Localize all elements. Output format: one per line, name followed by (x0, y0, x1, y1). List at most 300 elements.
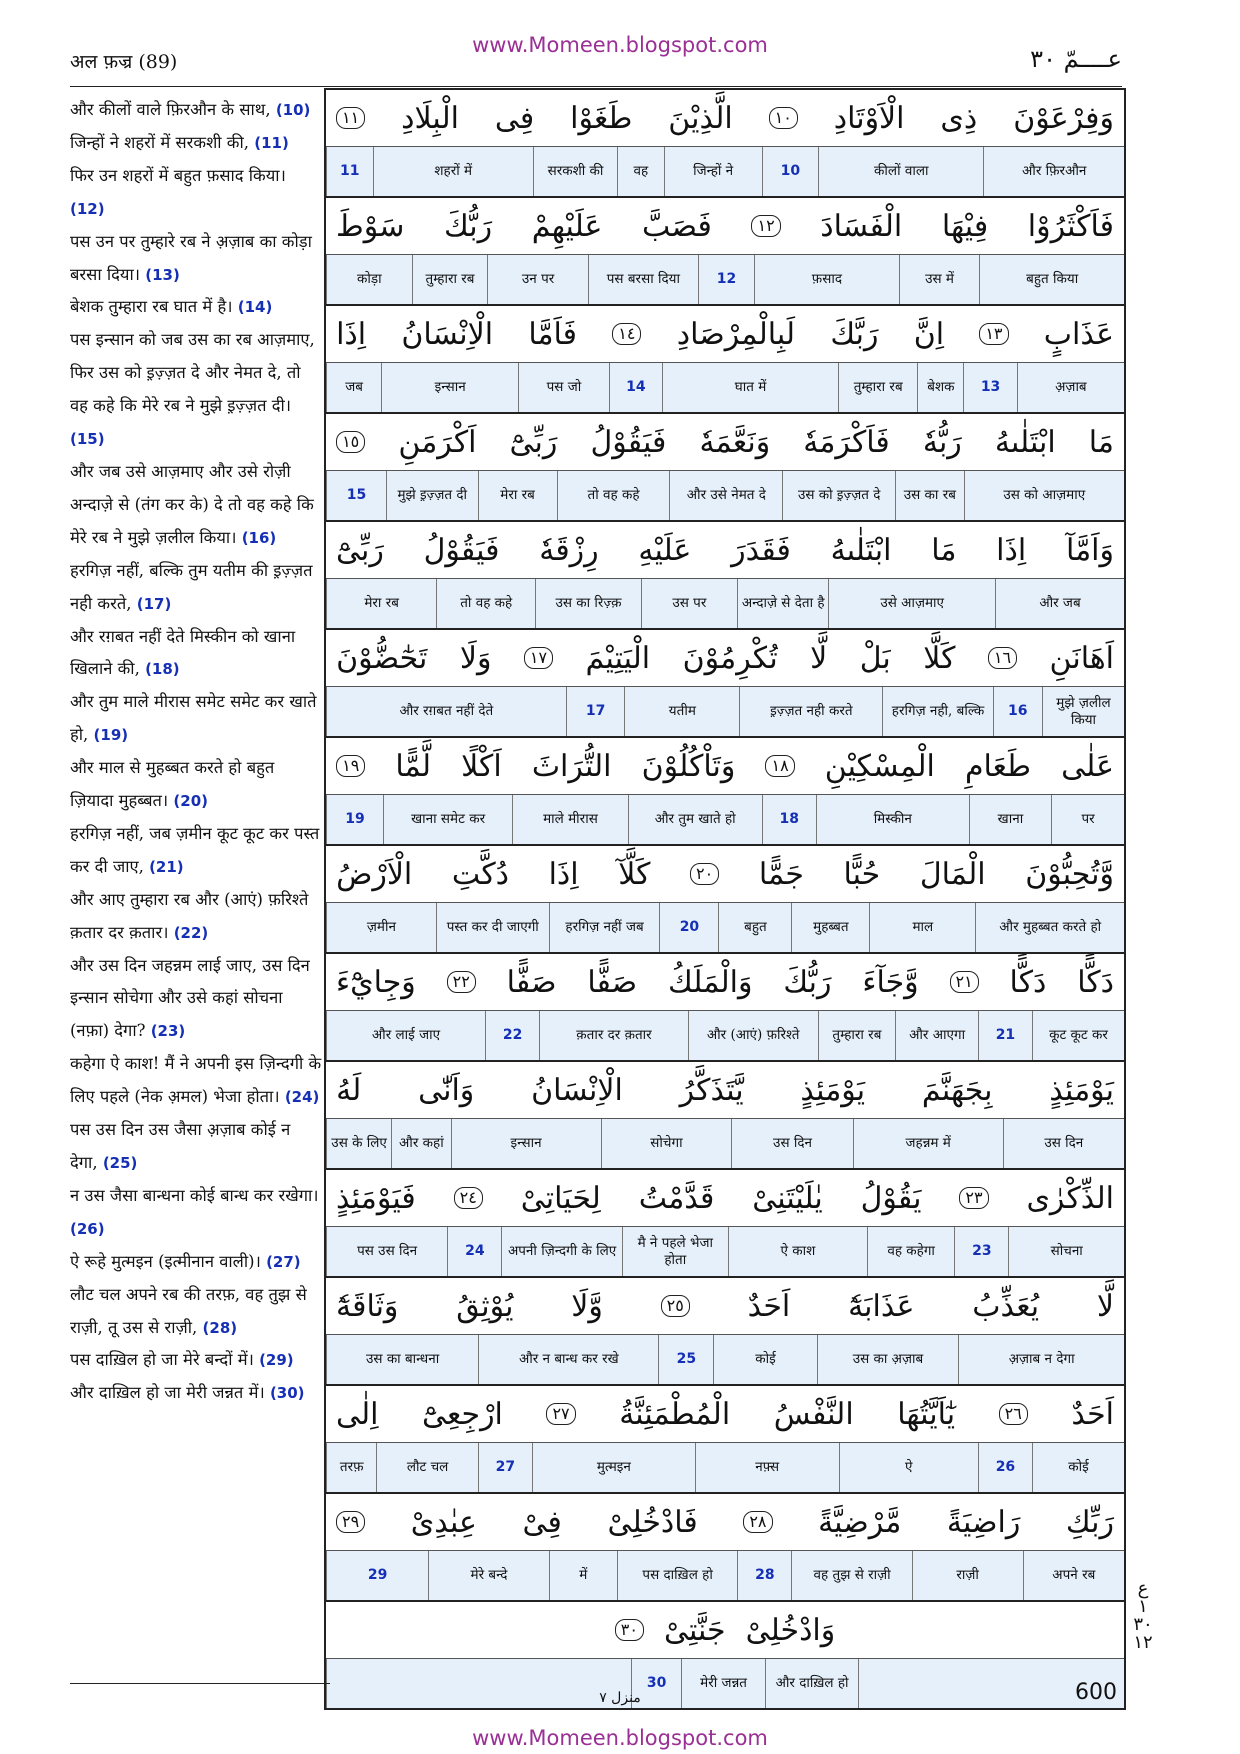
word-meaning-cell: जिन्हों ने (664, 147, 762, 196)
arabic-word: لَّا (810, 640, 828, 676)
word-meaning-cell: उस को इ़ज़्ज़त दे (782, 471, 895, 520)
ayah-marker: ١٨ (765, 755, 794, 777)
word-verse-number: 26 (978, 1443, 1032, 1492)
word-verse-number: 13 (963, 363, 1016, 412)
word-meaning-cell: नफ़्स (695, 1443, 839, 1492)
arabic-word: لَّا (1096, 1288, 1114, 1324)
translation-text: जिन्हों ने शहरों में सरकशी की, (70, 132, 255, 152)
ayah-marker: ٢٦ (999, 1403, 1028, 1425)
word-meaning-cell: सोचेगा (601, 1119, 732, 1168)
verse-number: (17) (136, 594, 172, 613)
arabic-word: كَلَّا (923, 640, 956, 676)
arabic-word: اَكْرَمَنِ (398, 424, 477, 460)
verse-number: (27) (266, 1252, 301, 1271)
arabic-word: الذِّكْرٰى (1026, 1180, 1114, 1216)
arabic-word: اِلٰى (336, 1396, 379, 1432)
translation-text: पस उन पर तुम्हारे रब ने अ़ज़ाब का कोड़ा बरसा दिया। (70, 231, 312, 284)
word-meaning-row (326, 687, 1124, 738)
translation-text: और रग़बत नहीं देते मिस्कीन को खाना खिलाने की, (70, 626, 296, 679)
word-meaning-row (326, 1119, 1124, 1170)
arabic-word: وَاَنّٰى (418, 1072, 475, 1108)
arabic-word: فِيْهَا (941, 208, 989, 244)
arabic-word: الْاِنْسَانُ (401, 316, 494, 352)
ayah-marker: ١٩ (336, 755, 365, 777)
arabic-word: التُّرَاثَ (531, 748, 612, 784)
word-meaning-cell: हरगिज़ नही, बल्कि (882, 687, 992, 736)
arabic-word: النَّفْسُ (773, 1396, 854, 1432)
juz-title: عــــمّ ٣٠ (1030, 45, 1122, 73)
arabic-word: وَلَا (459, 640, 492, 676)
verse-number: (25) (102, 1154, 138, 1172)
arabic-word: عِبٰدِىْ (410, 1504, 477, 1540)
arabic-word: جَمًّا (758, 856, 804, 892)
translation-text: न उस जैसा बान्धना कोई बान्ध कर रखेगा। (70, 1185, 319, 1205)
arabic-word: بِجَهَنَّمَ (921, 1072, 993, 1108)
arabic-word: وَجِايْٓءَ (336, 964, 416, 1000)
translation-text: हरगिज़ नहीं, बल्कि तुम यतीम की इ़ज़्ज़त नही करते, (70, 560, 313, 613)
arabic-word: وَّجَآءَ (862, 964, 919, 1000)
arabic-word: الْمُطْمَئِنَّةُ (619, 1396, 731, 1432)
ayah-marker: ٢٢ (447, 971, 476, 993)
arabic-word: قَدَّمْتُ (638, 1180, 715, 1216)
arabic-word: رَبِّىْٓ (336, 532, 384, 568)
word-meaning-row (326, 795, 1124, 846)
word-meaning-cell: खाना (969, 795, 1051, 844)
arabic-word: اِذَا (996, 532, 1027, 568)
word-meaning-cell: उस दिन (1003, 1119, 1124, 1168)
arabic-word: فَيَقُوْلُ (423, 532, 500, 568)
word-meaning-cell: बहुत (718, 903, 791, 952)
word-verse-number: 12 (698, 255, 754, 304)
word-meaning-cell: मेरी जन्नत (681, 1659, 765, 1708)
page-number: 600 (1075, 1680, 1117, 1705)
arabic-word: يٰٓاَيَّتُهَا (897, 1396, 956, 1432)
arabic-word: بَلْ (859, 640, 891, 676)
word-meaning-cell: यतीम (624, 687, 739, 736)
word-verse-number: 22 (485, 1011, 539, 1060)
word-meaning-row (326, 147, 1124, 198)
word-verse-number: 18 (762, 795, 816, 844)
arabic-word: لِحَيَاتِىْ (520, 1180, 601, 1216)
word-meaning-cell: ऐ काश (728, 1227, 867, 1276)
ayah-marker: ٣٠ (615, 1619, 644, 1641)
word-meaning-cell: अन्दाज़े से देता है (737, 579, 828, 628)
arabic-word: فَقَدَرَ (731, 532, 791, 568)
word-verse-number: 17 (566, 687, 625, 736)
word-meaning-cell: और (आएं) फ़रिश्ते (688, 1011, 818, 1060)
arabic-word: ابْتَلٰىهُ (994, 424, 1056, 460)
word-meaning-cell: कोड़ा (326, 255, 412, 304)
word-verse-number: 23 (954, 1227, 1008, 1276)
translation-text: पस इन्सान को जब उस का रब आज़माए, फिर उस को इ़ज़्ज़त दे और नेमत दे, तो वह कहे कि मेरे रब ने मुझे इ़ज़्ज़त दी। (70, 330, 315, 416)
ayah-marker: ٢٧ (546, 1403, 575, 1425)
verse-number: (30) (269, 1384, 305, 1403)
arabic-word: دَكًّا (1009, 964, 1047, 1000)
ayah-marker: ٢٨ (743, 1511, 772, 1533)
arabic-verse-row (326, 90, 1124, 147)
word-verse-number: 29 (326, 1551, 428, 1600)
translation-text: पस उस दिन उस जैसा अ़ज़ाब कोई न देगा, (70, 1120, 291, 1172)
hindi-translation-column (70, 94, 322, 1410)
translation-text: और कीलों वाले फ़िरऔन के साथ, (70, 100, 276, 119)
arabic-word: مَّرْضِيَّةً (818, 1504, 902, 1540)
word-meaning-row (326, 1011, 1124, 1062)
site-url-top[interactable]: www.Momeen.blogspot.com (472, 33, 768, 57)
word-meaning-row (326, 1335, 1124, 1386)
arabic-word: تُكْرِمُوْنَ (682, 640, 778, 676)
verse-number: (23) (150, 1022, 186, 1041)
arabic-word: رَبِّىْٓ (509, 424, 558, 460)
arabic-word: وَالْمَلَكُ (667, 964, 753, 1000)
translation-text: ऐ रूहे मुत्मइन (इत्मीनान वाली)। (70, 1251, 267, 1271)
word-meaning-cell: माल (869, 903, 975, 952)
arabic-word: لَّمًّا (395, 748, 432, 784)
word-verse-number: 30 (631, 1659, 681, 1708)
word-meaning-cell: और आएगा (895, 1011, 978, 1060)
word-meaning-cell: उस का अ़ज़ाब (817, 1335, 959, 1384)
translation-text: और आए तुम्हारा रब और (आएं) फ़रिश्ते क़तार दर क़तार। (70, 889, 309, 942)
word-verse-number: 21 (978, 1011, 1032, 1060)
arabic-word: فَاَمَّا (528, 316, 578, 352)
verse-number: (21) (149, 857, 184, 876)
word-meaning-cell: और मुहब्बत करते हो (975, 903, 1124, 952)
word-meaning-cell: खाना समेट कर (383, 795, 512, 844)
arabic-word: الْمِسْكِيْنِ (824, 748, 935, 784)
arabic-word: وَّتُحِبُّوْنَ (1025, 856, 1114, 892)
arabic-word: فَاَكْثَرُوْا (1027, 208, 1114, 244)
arabic-word: ارْجِعِىْٓ (422, 1396, 503, 1432)
word-verse-number: 27 (478, 1443, 532, 1492)
arabic-verse-row (326, 522, 1124, 579)
arabic-word: ذِى (940, 100, 978, 136)
arabic-word: صَفًّا (587, 964, 638, 1000)
word-meaning-cell: और उसे नेमत दे (669, 471, 782, 520)
word-meaning-cell: तुम्हारा रब (412, 255, 488, 304)
ayah-marker: ٢٩ (336, 1511, 365, 1533)
word-meaning-cell: तो वह कहे (557, 471, 670, 520)
ayah-marker: ١٤ (612, 323, 641, 345)
arabic-verse-row (326, 630, 1124, 687)
manzil-label: منزل ٧ (599, 1690, 641, 1706)
word-meaning-cell: वह तुझ से राज़ी (791, 1551, 911, 1600)
arabic-word: سَوْطَ (336, 208, 405, 244)
ayah-marker: ٢٠ (690, 863, 719, 885)
word-meaning-cell: पस बरसा दिया (588, 255, 698, 304)
arabic-word: وَنَعَّمَهٗ (699, 424, 771, 460)
arabic-word: فِى (494, 100, 535, 136)
verse-number: (12) (70, 199, 105, 218)
word-meaning-row (326, 1443, 1124, 1494)
word-meaning-row (326, 255, 1124, 306)
arabic-word: ابْتَلٰىهُ (830, 532, 892, 568)
verse-number: (11) (254, 133, 289, 152)
word-verse-number: 16 (993, 687, 1042, 736)
word-meaning-cell: पस्त कर दी जाएगी (436, 903, 549, 952)
arabic-verse-row (326, 954, 1124, 1011)
verse-number: (22) (173, 923, 209, 942)
word-meaning-cell: मुझे इ़ज़्ज़त दी (386, 471, 478, 520)
word-meaning-row (326, 1551, 1124, 1602)
ayah-marker: ١٥ (336, 431, 365, 453)
translation-text: और तुम माले मीरास समेट समेट कर खाते हो, (70, 692, 317, 745)
word-meaning-cell: ज़मीन (326, 903, 436, 952)
arabic-word: تَحٰٓضُّوْنَ (336, 640, 428, 676)
word-meaning-cell: उन पर (487, 255, 587, 304)
arabic-word: مَا (1088, 424, 1114, 460)
word-meaning-cell: मुत्मइन (532, 1443, 695, 1492)
word-verse-number: 11 (326, 147, 373, 196)
word-verse-number: 28 (737, 1551, 791, 1600)
word-meaning-cell: सोचना (1008, 1227, 1124, 1276)
arabic-word: الْبِلَادِ (401, 100, 459, 136)
arabic-word: وَاَمَّآ (1065, 532, 1114, 568)
arabic-word: عَلَيْهِ (638, 532, 692, 568)
word-meaning-cell: अ़ज़ाब न देगा (958, 1335, 1124, 1384)
arabic-word: فِىْ (522, 1504, 562, 1540)
site-url-bottom[interactable]: www.Momeen.blogspot.com (472, 1726, 768, 1750)
verse-number: (18) (145, 660, 180, 679)
ayah-marker: ٢٥ (661, 1295, 690, 1317)
arabic-word: عَذَابَهٗٓ (848, 1288, 915, 1324)
arabic-word: فَيَقُوْلُ (590, 424, 667, 460)
word-meaning-row (326, 363, 1124, 414)
arabic-word: طَعَامِ (964, 748, 1032, 784)
word-meaning-cell: उस में (899, 255, 980, 304)
surah-title: अल फ़ज्र (89) (70, 51, 178, 73)
arabic-word: عَلٰى (1061, 748, 1114, 784)
verse-number: (28) (202, 1318, 238, 1337)
word-meaning-cell: और लाई जाए (326, 1011, 485, 1060)
word-meaning-cell: हरगिज़ नहीं जब (549, 903, 660, 952)
word-meaning-cell: शहरों में (373, 147, 533, 196)
ayah-marker: ٢٣ (959, 1187, 988, 1209)
word-meaning-cell: मेरा रब (478, 471, 557, 520)
arabic-word: يَوْمَئِذٍ (1049, 1072, 1114, 1108)
arabic-word: اِذَا (548, 856, 579, 892)
word-meaning-cell: अपने रब (1023, 1551, 1124, 1600)
word-verse-number: 14 (609, 363, 662, 412)
word-meaning-cell: तुम्हारा रब (838, 363, 917, 412)
word-meaning-cell: सरकशी की (533, 147, 617, 196)
word-meaning-cell: राज़ी (912, 1551, 1023, 1600)
translation-text: और जब उसे आज़माए और उसे रोज़ी अन्दाज़े से (तंग कर के) दे तो वह कहे कि मेरे रब ने मुझे ज़लील किया। (70, 461, 314, 547)
arabic-word: الْاِنْسَانُ (531, 1072, 623, 1108)
word-meaning-cell: मेरे बन्दे (428, 1551, 548, 1600)
word-meaning-cell: बेशक (917, 363, 963, 412)
word-meaning-cell: कोई (713, 1335, 816, 1384)
arabic-word: عَذَابٍ (1043, 316, 1114, 352)
translation-text: बेशक तुम्हारा रब घात में है। (70, 297, 238, 317)
translation-text: कहेगा ऐ काश! मैं ने अपनी इस ज़िन्दगी के लिए पहले (नेक अ़मल) भेजा होता। (70, 1054, 322, 1107)
bottom-rule (70, 1683, 330, 1684)
arabic-word: جَنَّتِىْ (663, 1612, 726, 1648)
arabic-word: فَاَكْرَمَهٗ (803, 424, 890, 460)
word-verse-number: 24 (447, 1227, 501, 1276)
ayah-marker: ٢٤ (454, 1187, 483, 1209)
arabic-verse-row (326, 1278, 1124, 1335)
word-meaning-cell: पस दाख़िल हो (617, 1551, 737, 1600)
word-meaning-cell: कूट कूट कर (1032, 1011, 1124, 1060)
arabic-word: حُبًّا (843, 856, 881, 892)
translation-text: पस दाख़िल हो जा मेरे बन्दों में। (70, 1350, 260, 1370)
arabic-word: يَقُوْلُ (860, 1180, 922, 1216)
word-meaning-cell: तरफ़ (326, 1443, 376, 1492)
word-meaning-cell: इ़ज़्ज़त नही करते (739, 687, 882, 736)
word-meaning-cell: उस का रब (895, 471, 963, 520)
word-verse-number: 15 (326, 471, 386, 520)
ayah-marker: ١١ (336, 107, 365, 129)
arabic-word: صَفًّا (506, 964, 557, 1000)
arabic-word: اَكْلًا (461, 748, 502, 784)
verse-number: (15) (70, 430, 105, 449)
word-meaning-cell: ऐ (839, 1443, 978, 1492)
arabic-verse-row (326, 1062, 1124, 1119)
arabic-word: وَادْخُلِىْ (745, 1612, 836, 1648)
arabic-word: دُكَّتِ (451, 856, 509, 892)
word-meaning-cell: माले मीरास (512, 795, 627, 844)
arabic-word: دَكًّا (1077, 964, 1114, 1000)
word-meaning-cell: जहन्नम में (853, 1119, 1003, 1168)
word-meaning-cell: और जब (995, 579, 1124, 628)
word-meaning-cell: फ़साद (754, 255, 899, 304)
word-meaning-cell: वह (617, 147, 664, 196)
translation-text: और उस दिन जहन्नम लाई जाए, उस दिन इन्सान सोचेगा और उसे कहां सोचना (नफ़ा) देगा? (70, 955, 310, 1041)
word-meaning-cell: उसे आज़माए (828, 579, 995, 628)
arabic-word: يُوْثِقُ (456, 1288, 514, 1324)
arabic-word: فَيَوْمَئِذٍ (336, 1180, 416, 1216)
word-meaning-row (326, 903, 1124, 954)
word-meaning-cell: और रग़बत नहीं देते (326, 687, 566, 736)
word-by-word-grid (324, 88, 1126, 1710)
word-meaning-cell: और दाख़िल हो (765, 1659, 858, 1708)
arabic-verse-row (326, 414, 1124, 471)
arabic-word: رَبَّكَ (830, 316, 879, 352)
verse-number: (24) (284, 1088, 320, 1107)
arabic-word: الْاَرْضُ (336, 856, 413, 892)
verse-number: (20) (173, 792, 208, 811)
word-meaning-cell: मेरा रब (326, 579, 436, 628)
word-meaning-cell: लौट चल (376, 1443, 477, 1492)
word-meaning-cell: कीलों वाला (818, 147, 983, 196)
verse-number: (29) (259, 1351, 294, 1370)
arabic-word: رَبُّكَ (783, 964, 832, 1000)
word-meaning-cell: मुझे ज़लील किया (1042, 687, 1124, 736)
verse-number: (26) (70, 1219, 105, 1238)
word-meaning-cell: बहुत किया (979, 255, 1124, 304)
verse-number: (13) (145, 265, 180, 284)
arabic-word: رَاضِيَةً (946, 1504, 1021, 1540)
word-meaning-cell: और तुम खाते हो (628, 795, 762, 844)
word-meaning-cell: में (549, 1551, 617, 1600)
verse-number: (10) (275, 101, 311, 119)
word-meaning-cell: मै ने पहले भेजा होता (622, 1227, 728, 1276)
ayah-marker: ١٦ (988, 647, 1017, 669)
ayah-marker: ١٣ (979, 323, 1008, 345)
arabic-word: اَهَانَنِ (1049, 640, 1114, 676)
word-meaning-cell: मिस्कीन (816, 795, 969, 844)
arabic-word: الْيَتِيْمَ (585, 640, 651, 676)
arabic-word: الْمَالَ (919, 856, 986, 892)
arabic-word: يُعَذِّبُ (972, 1288, 1040, 1324)
word-meaning-cell: उस का बान्धना (326, 1335, 478, 1384)
word-meaning-cell: इन्सान (451, 1119, 601, 1168)
arabic-verse-row (326, 1494, 1124, 1551)
word-meaning-cell: तुम्हारा रब (818, 1011, 896, 1060)
word-verse-number: 19 (326, 795, 383, 844)
word-meaning-cell: अपनी ज़िन्दगी के लिए (501, 1227, 621, 1276)
arabic-word: فَصَبَّ (642, 208, 712, 244)
word-verse-number: 20 (659, 903, 718, 952)
arabic-word: يَّتَذَكَّرُ (679, 1072, 744, 1108)
ayah-marker: ١٠ (769, 107, 798, 129)
word-meaning-cell: और न बान्ध कर रखे (478, 1335, 658, 1384)
arabic-verse-row (326, 738, 1124, 795)
arabic-word: كَلَّآ (618, 856, 651, 892)
arabic-word: يَوْمَئِذٍ (800, 1072, 866, 1108)
verse-number: (19) (93, 726, 129, 745)
translation-text: और दाख़िल हो जा मेरी जन्नत में। (70, 1383, 270, 1403)
ayah-marker: ١٧ (524, 647, 553, 669)
arabic-word: وَتَاْكُلُوْنَ (641, 748, 736, 784)
ayah-marker: ١٢ (751, 215, 780, 237)
translation-text: हरगिज़ नहीं, जब ज़मीन कूट कूट कर पस्त कर दी जाए, (70, 823, 320, 876)
word-meaning-cell: उस का रिज़्क़ (535, 579, 641, 628)
word-meaning-cell: पस जो (518, 363, 609, 412)
arabic-word: وَفِرْعَوْنَ (1013, 100, 1114, 136)
arabic-word: عَلَيْهِمْ (531, 208, 603, 244)
word-meaning-row (326, 1227, 1124, 1278)
translation-text: और माल से मुहब्बत करते हो बहुत ज़ियादा मुहब्बत। (70, 758, 275, 811)
arabic-word: الْفَسَادَ (820, 208, 903, 244)
arabic-word: رَبُّكَ (444, 208, 493, 244)
verse-number: (16) (241, 528, 277, 547)
word-meaning-cell: पर (1051, 795, 1124, 844)
arabic-verse-row (326, 1170, 1124, 1227)
word-meaning-cell: और फ़िरऔन (983, 147, 1124, 196)
word-meaning-cell: उस के लिए (326, 1119, 391, 1168)
word-meaning-cell: अ़ज़ाब (1017, 363, 1124, 412)
word-verse-number: 10 (762, 147, 818, 196)
arabic-word: اَحَدٌ (1071, 1396, 1114, 1432)
top-rule (70, 86, 1122, 87)
arabic-word: اَحَدٌ (747, 1288, 791, 1324)
arabic-word: طَغَوْا (570, 100, 633, 136)
arabic-word: وَثَاقَهٗٓ (336, 1288, 399, 1324)
translation-text: फिर उन शहरों में बहुत फ़साद किया। (70, 165, 286, 185)
word-meaning-cell: वह कहेगा (867, 1227, 954, 1276)
arabic-word: فَادْخُلِىْ (607, 1504, 698, 1540)
translation-text: लौट चल अपने रब की तरफ़, वह तुझ से राज़ी, तू उस से राज़ी, (70, 1284, 307, 1337)
word-meaning-cell: उस पर (641, 579, 737, 628)
word-meaning-row (326, 471, 1124, 522)
word-verse-number: 25 (658, 1335, 713, 1384)
verse-number: (14) (237, 298, 273, 317)
arabic-verse-row (326, 1602, 1124, 1659)
arabic-verse-row (326, 846, 1124, 903)
word-meaning-cell: उस दिन (731, 1119, 852, 1168)
word-meaning-cell: घात में (662, 363, 838, 412)
word-meaning-cell: और कहां (391, 1119, 450, 1168)
arabic-word: اِنَّ (913, 316, 945, 352)
arabic-word: اِذَا (336, 316, 367, 352)
word-meaning-cell: जब (326, 363, 381, 412)
word-meaning-cell: तो वह कहे (436, 579, 535, 628)
arabic-word: رِزْقَهٗ (539, 532, 599, 568)
arabic-verse-row (326, 306, 1124, 363)
ruku-marker: ع ١ ٣٠ ١٢ (1133, 1578, 1153, 1653)
word-meaning-cell: पस उस दिन (326, 1227, 447, 1276)
arabic-word: الَّذِيْنَ (668, 100, 733, 136)
